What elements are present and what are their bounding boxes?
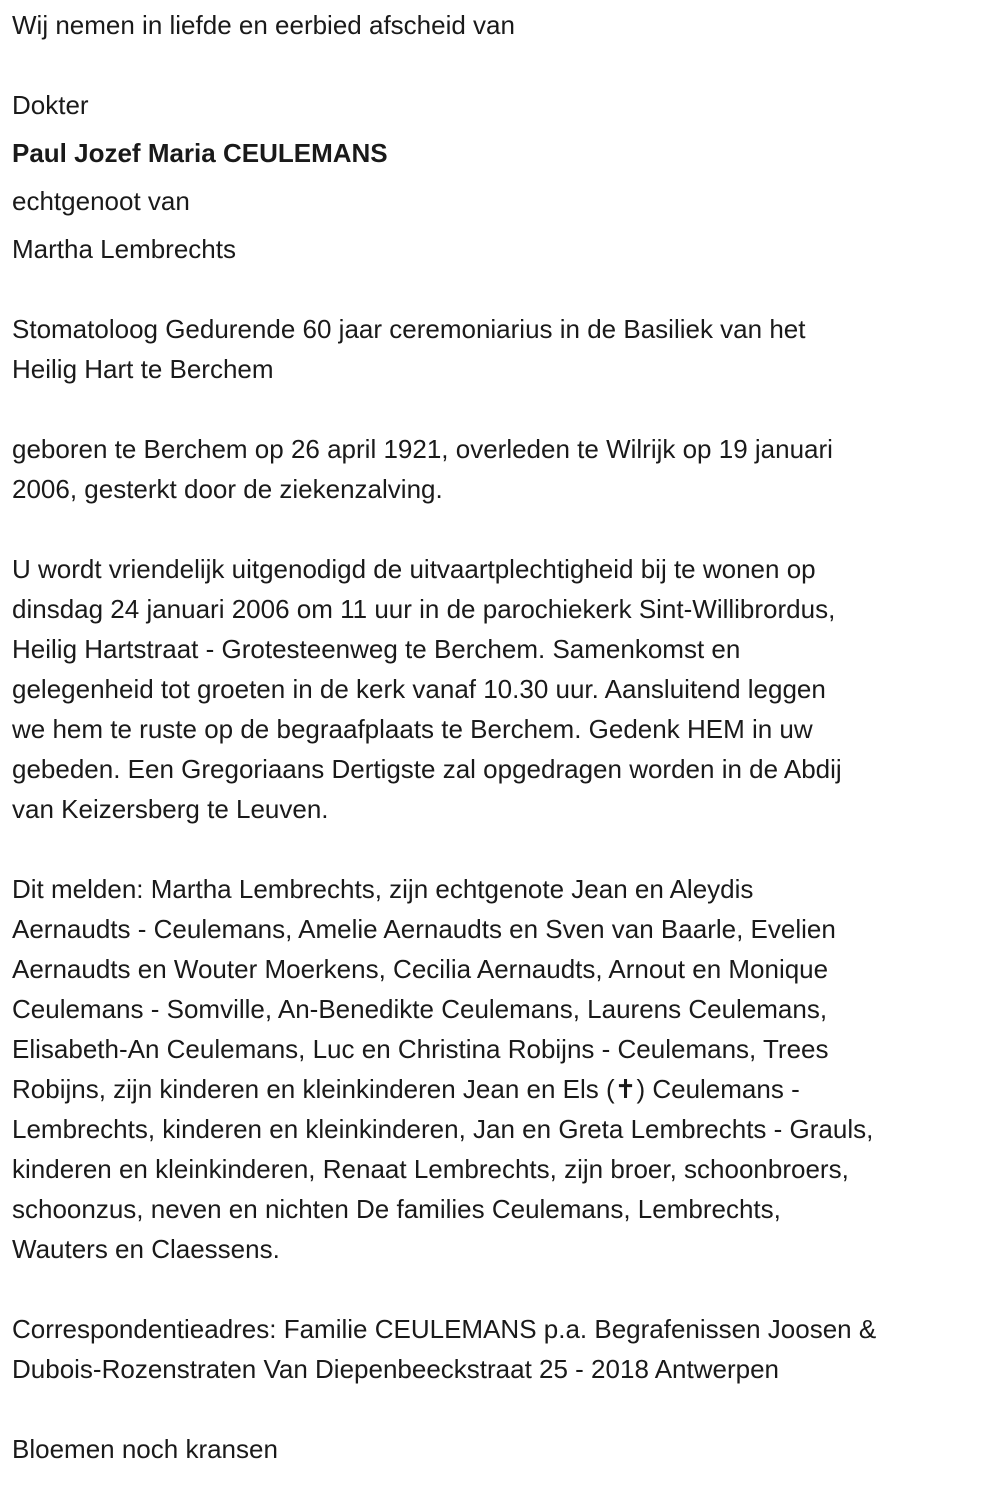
- text-line: geboren te Berchem op 26 april 1921, overleden te Wilrijk op 19 januari: [12, 434, 833, 464]
- text-line: van Keizersberg te Leuven.: [12, 794, 329, 824]
- obituary-document: [12, 5, 997, 1509]
- intro-line: Wij nemen in liefde en eerbied afscheid van: [12, 10, 515, 40]
- text-line: Heilig Hart te Berchem: [12, 354, 274, 384]
- paragraphs: [12, 309, 997, 1469]
- text-line: we hem te ruste op de begraafplaats te Berchem. Gedenk HEM in uw: [12, 714, 813, 744]
- text-line: Ceulemans - Somville, An-Benedikte Ceulemans, Laurens Ceulemans,: [12, 994, 828, 1024]
- funeral-info-paragraph: [12, 549, 997, 829]
- text-line: kinderen en kleinkinderen, Renaat Lembrechts, zijn broer, schoonbroers,: [12, 1154, 849, 1184]
- text-line: Correspondentieadres: Familie CEULEMANS p.a. Begrafenissen Joosen &: [12, 1314, 877, 1344]
- text-line: gelegenheid tot groeten in de kerk vanaf 10.30 uur. Aansluitend leggen: [12, 674, 826, 704]
- text-line: 2006, gesterkt door de ziekenzalving.: [12, 474, 443, 504]
- text-line: gebeden. Een Gregoriaans Dertigste zal opgedragen worden in de Abdij: [12, 754, 842, 784]
- text-line: Dit melden: Martha Lembrechts, zijn echtgenote Jean en Aleydis: [12, 874, 754, 904]
- correspondence-address-paragraph: [12, 1309, 997, 1389]
- birth-death-paragraph: [12, 429, 997, 509]
- text-line: dinsdag 24 januari 2006 om 11 uur in de parochiekerk Sint-Willibrordus,: [12, 594, 836, 624]
- deceased-name: Paul Jozef Maria CEULEMANS: [12, 138, 388, 168]
- text-line: Heilig Hartstraat - Grotesteenweg te Berchem. Samenkomst en: [12, 634, 741, 664]
- text-line: Wauters en Claessens.: [12, 1234, 280, 1264]
- text-line: Elisabeth-An Ceulemans, Luc en Christina Robijns - Ceulemans, Trees: [12, 1034, 829, 1064]
- family-announcement-paragraph: [12, 869, 997, 1269]
- text-line: Robijns, zijn kinderen en kleinkinderen Jean en Els (✝) Ceulemans -: [12, 1074, 800, 1104]
- spouse-name: Martha Lembrechts: [12, 234, 236, 264]
- text-line: Stomatoloog Gedurende 60 jaar ceremoniarius in de Basiliek van het: [12, 314, 806, 344]
- text-line: Dubois-Rozenstraten Van Diepenbeeckstraat 25 - 2018 Antwerpen: [12, 1354, 779, 1384]
- text-line: U wordt vriendelijk uitgenodigd de uitvaartplechtigheid bij te wonen op: [12, 554, 816, 584]
- profession-paragraph: [12, 309, 997, 389]
- text-line: Aernaudts en Wouter Moerkens, Cecilia Aernaudts, Arnout en Monique: [12, 954, 829, 984]
- relation-label: echtgenoot van: [12, 186, 190, 216]
- flowers-note-paragraph: [12, 1429, 997, 1469]
- text-line: schoonzus, neven en nichten De families Ceulemans, Lembrechts,: [12, 1194, 781, 1224]
- deceased-title: Dokter: [12, 90, 89, 120]
- text-line: Bloemen noch kransen: [12, 1434, 278, 1464]
- deceased-block: [12, 81, 997, 273]
- text-line: Lembrechts, kinderen en kleinkinderen, Jan en Greta Lembrechts - Grauls,: [12, 1114, 874, 1144]
- text-line: Aernaudts - Ceulemans, Amelie Aernaudts en Sven van Baarle, Evelien: [12, 914, 836, 944]
